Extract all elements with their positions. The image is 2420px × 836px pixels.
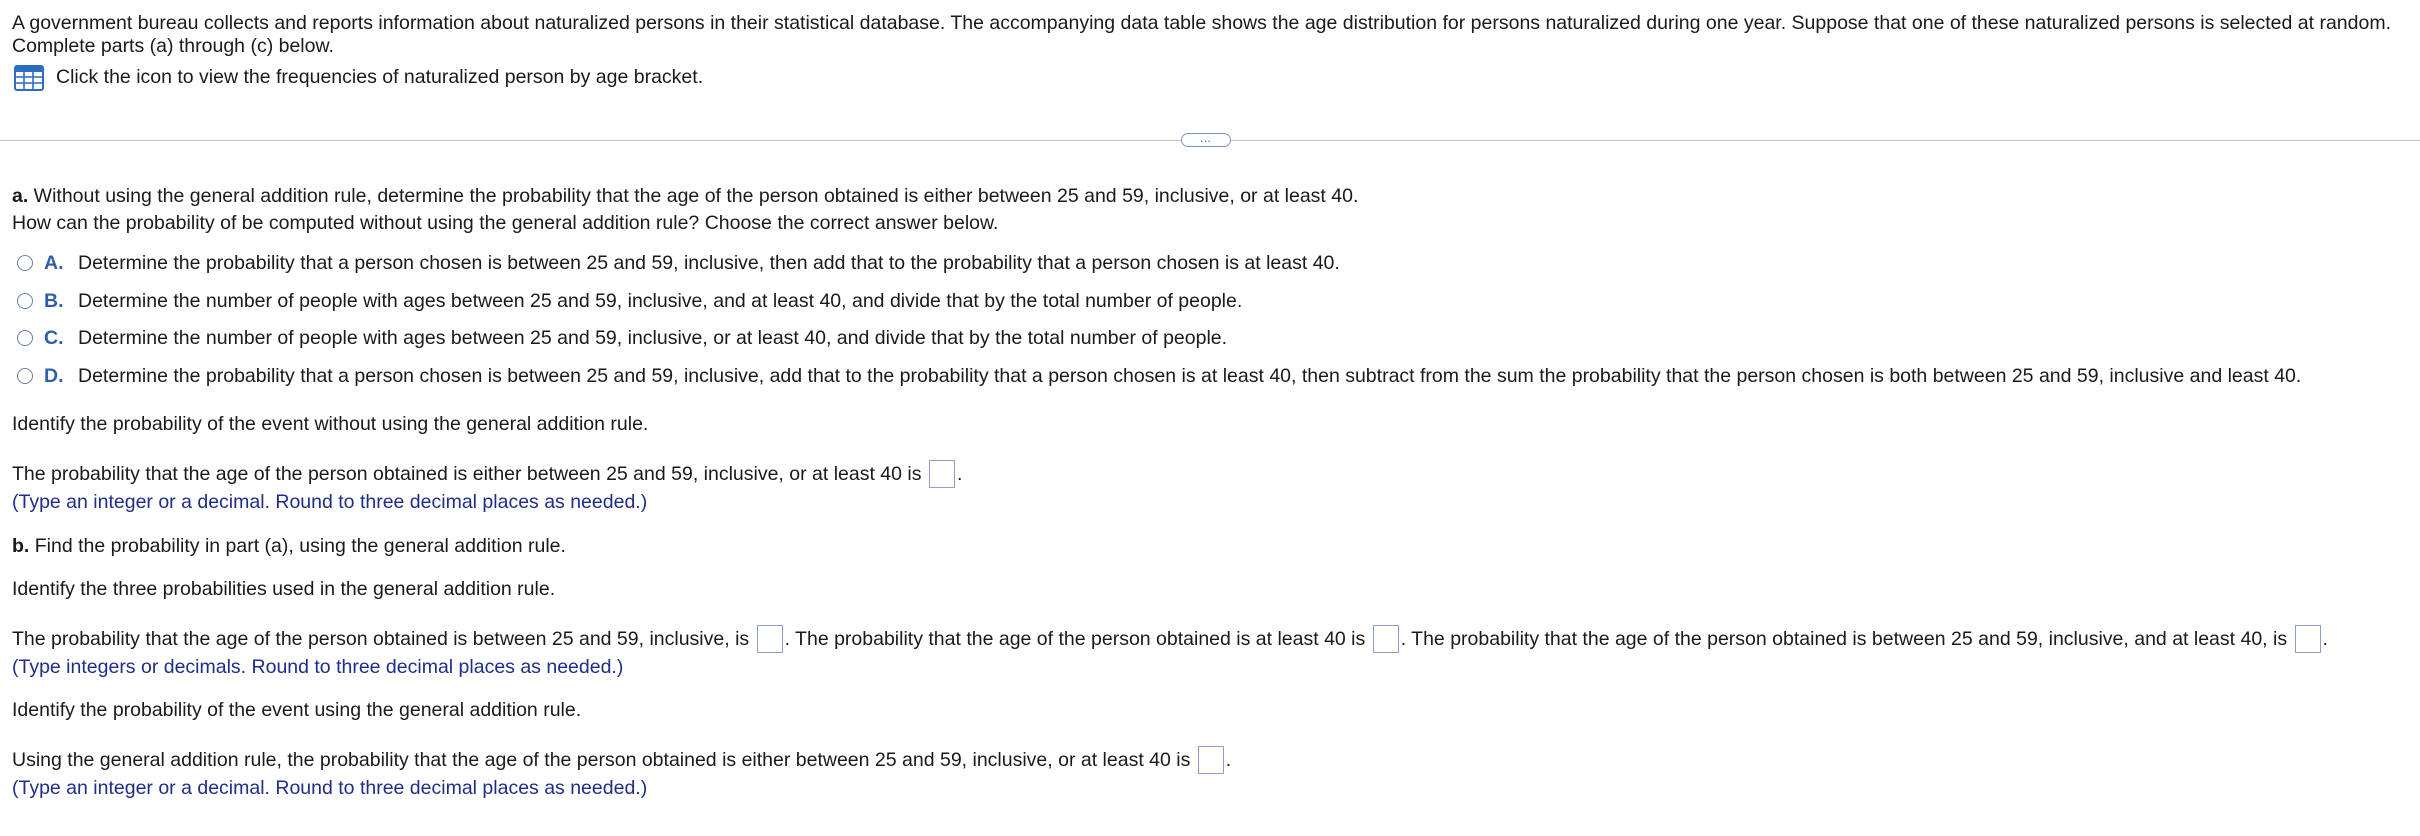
p1-input[interactable] <box>757 625 783 653</box>
option-c-radio[interactable] <box>17 330 33 346</box>
part-b-hint-three: (Type integers or decimals. Round to three decimal places as needed.) <box>12 656 624 678</box>
part-b-three-probabilities <box>12 625 2328 653</box>
option-a-letter: A. <box>44 252 64 274</box>
part-a-answer-prefix: The probability that the age of the person obtained is either between 25 and 59, inclusive, or at least 40 is <box>12 463 922 485</box>
p2-input[interactable] <box>1373 625 1399 653</box>
part-a-question <box>12 185 1358 208</box>
part-a-answer-line <box>12 460 962 488</box>
part-a-hint: (Type an integer or a decimal. Round to three decimal places as needed.) <box>12 491 648 513</box>
part-a-answer-suffix: . <box>956 463 963 485</box>
part-b-answer-prefix: Using the general addition rule, the probability that the age of the person obtained is either between 25 and 59, inclusive, or at least 40 is <box>12 749 1191 771</box>
p1-prefix: The probability that the age of the person obtained is between 25 and 59, inclusive, is <box>12 628 750 650</box>
p3-suffix: . <box>2322 628 2328 650</box>
part-b-hint: (Type an integer or a decimal. Round to three decimal places as needed.) <box>12 777 648 799</box>
option-b-letter: B. <box>44 290 64 312</box>
part-b-answer-suffix: . <box>1225 749 1232 771</box>
part-b-question <box>12 535 566 558</box>
table-link-text[interactable]: Click the icon to view the frequencies of naturalized person by age bracket. <box>56 66 704 88</box>
option-c-letter: C. <box>44 327 64 349</box>
option-a-text: Determine the probability that a person chosen is between 25 and 59, inclusive, then add that to the probability that a person chosen is at least 40. <box>78 252 1340 274</box>
part-a-subquestion: How can the probability of be computed without using the general addition rule? Choose the correct answer below. <box>12 212 999 234</box>
intro-instructions: Complete parts (a) through (c) below. <box>12 35 334 57</box>
p2-prefix: . The probability that the age of the person obtained is at least 40 is <box>784 628 1366 650</box>
option-a-radio[interactable] <box>17 255 33 271</box>
part-a-identify: Identify the probability of the event without using the general addition rule. <box>12 413 649 435</box>
part-a-label: a. <box>12 185 29 207</box>
option-d-text: Determine the probability that a person chosen is between 25 and 59, inclusive, add that to the probability that a person chosen is at least 40, then subtract from the sum the probability that the person chosen is both between 25 and 59, inclusive and least 40. <box>78 365 2302 387</box>
part-b-label: b. <box>12 535 30 557</box>
option-b-radio[interactable] <box>17 293 33 309</box>
option-b-text: Determine the number of people with ages between 25 and 59, inclusive, and at least 40, and divide that by the total number of people. <box>78 290 1243 312</box>
p3-prefix: . The probability that the age of the person obtained is between 25 and 59, inclusive, and at least 40, is <box>1400 628 2288 650</box>
p3-input[interactable] <box>2295 625 2321 653</box>
option-d-letter: D. <box>44 365 64 387</box>
option-d-radio[interactable] <box>17 368 33 384</box>
part-b-answer-line <box>12 746 1231 774</box>
table-icon[interactable] <box>14 65 44 97</box>
part-b-identify-event: Identify the probability of the event using the general addition rule. <box>12 699 582 721</box>
option-c-text: Determine the number of people with ages between 25 and 59, inclusive, or at least 40, and divide that by the total number of people. <box>78 327 1228 349</box>
intro-text: A government bureau collects and reports information about naturalized persons in their statistical database. The accompanying data table shows the age distribution for persons naturalized during one year. Suppose that one of these naturalized persons is selected at random. <box>12 12 2391 34</box>
part-a-answer-input[interactable] <box>929 460 955 488</box>
more-button[interactable]: … <box>1181 133 1231 147</box>
part-b-identify-three: Identify the three probabilities used in the general addition rule. <box>12 578 556 600</box>
part-a-question-text: Without using the general addition rule, determine the probability that the age of the person obtained is either between 25 and 59, inclusive, or at least 40. <box>28 185 1359 207</box>
part-b-answer-input[interactable] <box>1198 746 1224 774</box>
part-b-question-text: Find the probability in part (a), using the general addition rule. <box>29 535 566 557</box>
